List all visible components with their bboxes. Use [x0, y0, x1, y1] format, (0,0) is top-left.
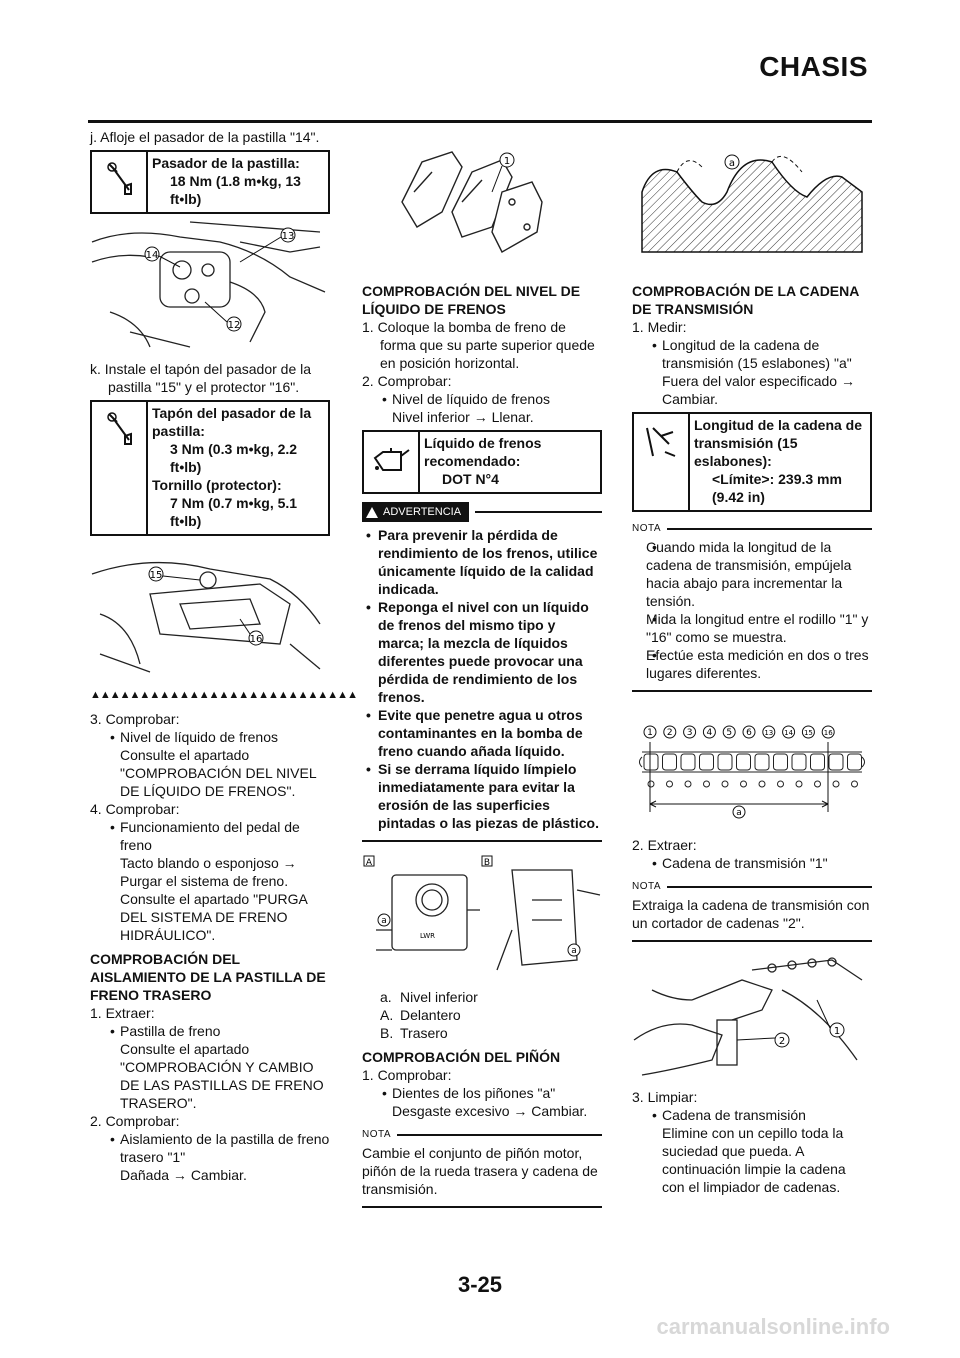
chain-link — [644, 754, 658, 770]
legend-item — [380, 1006, 602, 1024]
chain-roller-number: 14 — [784, 729, 794, 737]
warning-item: • Reponga el nivel con un líquido de frenos del mismo tipo y marca; la mezcla de líquidos diferentes puede provocar una pérdida de rendimiento de los frenos. — [362, 598, 602, 706]
warning-item: • Para prevenir la pérdida de rendimiento de los frenos, utilice únicamente líquido de la calidad indicada. — [362, 526, 602, 598]
chain-roller-number: 5 — [726, 728, 733, 738]
page-number: 3-25 — [457, 1272, 503, 1297]
clean-step-3-bullet: • Cadena de transmisión — [632, 1106, 872, 1124]
check-2: 2. Comprobar: — [90, 1113, 180, 1129]
clean-step-3: 3. Limpiar: — [632, 1089, 698, 1105]
warning-item: • Si se derrama líquido límpielo inmediatamente para evitar la erosión de las superficies pintadas o las piezas de plástico. — [362, 760, 602, 832]
clean-step-3-text: Elimine con un cepillo toda la suciedad que pueda. A continuación limpie la cadena con el limpiador de cadenas. — [662, 1125, 846, 1195]
step-4-text-1: Tacto blando o esponjoso → Purgar el sistema de freno. — [120, 855, 297, 889]
note-header: NOTA — [632, 878, 872, 896]
label-A: A — [365, 858, 373, 868]
chain-roller-number: 13 — [764, 729, 774, 737]
figure-brake-pads — [362, 132, 602, 276]
legend-value: Delantero — [400, 1007, 461, 1023]
note-header: NOTA — [362, 1126, 602, 1144]
chain-pin — [667, 781, 673, 787]
chain-pin — [833, 781, 839, 787]
header-rule — [88, 120, 872, 123]
step-3-bullet: • Nivel de líquido de frenos — [90, 728, 330, 746]
extract-1-text: Consulte el apartado "COMPROBACIÓN Y CAMBIO DE LAS PASTILLAS DE FRENO TRASERO". — [120, 1041, 324, 1111]
heading-fluid-level: COMPROBACIÓN DEL NIVEL DE LÍQUIDO DE FRENOS — [362, 283, 581, 317]
column-1 — [90, 128, 357, 1184]
callout-2: 2 — [778, 1036, 786, 1047]
spec-value: 7 Nm (0.7 m•kg, 5.1 ft•lb) — [170, 495, 298, 529]
measure-step-1-bullet: • Longitud de la cadena de transmisión (15 eslabones) "a" — [632, 336, 872, 372]
chain-pin — [704, 781, 710, 787]
page-title: CHASIS — [759, 51, 868, 82]
warning-end-marker: ▲▲▲▲▲▲▲▲▲▲▲▲▲▲▲▲▲▲▲▲▲▲▲▲▲▲▲ — [90, 689, 357, 701]
spec-box-plug-protector — [90, 400, 330, 536]
label-B: B — [483, 858, 491, 868]
chain-roller-number: 3 — [686, 728, 693, 738]
warning-item: • Evite que penetre agua u otros contaminantes en la bomba de freno cuando añada líquido. — [362, 706, 602, 760]
chain-link — [755, 754, 769, 770]
check-2-bullet: • Aislamiento de la pastilla de freno trasero "1" — [90, 1130, 330, 1166]
warning-triangle-icon — [366, 507, 378, 518]
callout-1: 1 — [503, 156, 511, 167]
note-text: Extraiga la cadena de transmisión con un cortador de cadenas "2". — [632, 897, 870, 931]
note-item: • Efectúe esta medición en dos o tres lugares diferentes. — [632, 646, 872, 682]
legend-value: Nivel inferior — [400, 989, 478, 1005]
chain-pin — [648, 781, 654, 787]
chain-roller-number: 2 — [666, 728, 673, 738]
note-header: NOTA — [632, 520, 872, 538]
chain-link — [848, 754, 862, 770]
step-3-text: Consulte el apartado "COMPROBACIÓN DEL NIVEL DE LÍQUIDO DE FRENOS". — [120, 747, 317, 799]
note-text: Cambie el conjunto de piñón motor, piñón de la rueda trasera y cadena de transmisión. — [362, 1145, 598, 1197]
chain-roller-number: 16 — [823, 729, 833, 737]
measure-step-1: 1. Medir: — [632, 319, 687, 335]
callout-13: 13 — [281, 231, 295, 242]
torque-wrench-icon — [92, 152, 148, 212]
spec-label: Líquido de frenos recomendado: — [424, 435, 542, 469]
chain-roller-number: 15 — [803, 729, 813, 737]
warning-header — [362, 502, 602, 522]
spec-box-chain-length — [632, 412, 872, 512]
sprocket-step-1: 1. Comprobar: — [362, 1067, 452, 1083]
callout-a-front: a — [381, 916, 387, 926]
heading-insulation: COMPROBACIÓN DEL AISLAMIENTO DE LA PASTILLA DE FRENO TRASERO — [90, 951, 326, 1003]
heading-sprocket: COMPROBACIÓN DEL PIÑÓN — [362, 1049, 561, 1065]
legend-item — [380, 988, 602, 1006]
legend-item — [380, 1024, 602, 1042]
warning-label: ADVERTENCIA — [383, 506, 462, 518]
extract-step-2: 2. Extraer: — [632, 837, 697, 853]
chain-link — [718, 754, 732, 770]
chain-link — [829, 754, 843, 770]
column-2 — [362, 128, 602, 1216]
chain-roller-number: 1 — [647, 728, 653, 738]
column-3 — [632, 128, 872, 1196]
note-item: • Mida la longitud entre el rodillo "1" y "16" como se muestra. — [632, 610, 872, 646]
callout-14: 14 — [145, 250, 159, 261]
sprocket-step-1-bullet: • Dientes de los piñones "a" — [362, 1084, 602, 1102]
callout-a: a — [736, 808, 742, 818]
chain-roller-number: 4 — [706, 728, 713, 738]
heading-chain: COMPROBACIÓN DE LA CADENA DE TRANSMISIÓN — [632, 283, 859, 317]
chain-roller-number: 6 — [746, 728, 752, 738]
chain-pin — [815, 781, 821, 787]
spec-value: 18 Nm (1.8 m•kg, 13 ft•lb) — [170, 173, 301, 207]
watermark: carmanualsonline.info — [656, 1314, 890, 1339]
note-end-rule — [632, 940, 872, 942]
spec-value: DOT N°4 — [442, 471, 499, 487]
figure-caliper-pin — [90, 222, 330, 356]
step-4-bullet: • Funcionamiento del pedal de freno — [90, 818, 330, 854]
spec-label: Tapón del pasador de la pastilla: — [152, 405, 312, 439]
note-end-rule — [632, 690, 872, 692]
level-step-2-text: Nivel inferior → Llenar. — [392, 409, 534, 425]
legend-value: Trasero — [400, 1025, 448, 1041]
legend-key: A. — [380, 1007, 394, 1023]
warning-badge — [362, 502, 469, 522]
chain-pin — [759, 781, 765, 787]
figure-sprocket-wear — [632, 132, 872, 276]
step-3: 3. Comprobar: — [90, 711, 180, 727]
measure-step-1-text: Fuera del valor especificado → Cambiar. — [662, 373, 855, 407]
step-4-text-2: Consulte el apartado "PURGA DEL SISTEMA DE FRENO HIDRÁULICO". — [120, 891, 308, 943]
level-step-1: 1. Coloque la bomba de freno de forma que su parte superior quede en posición horizontal. — [362, 319, 595, 371]
extract-step-2-bullet: • Cadena de transmisión "1" — [632, 854, 872, 872]
extract-1: 1. Extraer: — [90, 1005, 155, 1021]
spec-box-brake-fluid — [362, 430, 602, 494]
callout-16: 16 — [249, 634, 263, 645]
figure-legend — [362, 988, 602, 1042]
figure-reservoirs — [362, 850, 602, 984]
chain-link — [700, 754, 714, 770]
spec-label: Tornillo (protector): — [152, 477, 282, 493]
chain-pin — [722, 781, 728, 787]
chain-link — [737, 754, 751, 770]
step-j: j. Afloje el pasador de la pastilla "14". — [90, 129, 320, 145]
callout-a: a — [728, 158, 736, 169]
oil-can-icon — [364, 432, 420, 492]
chain-pin — [741, 781, 747, 787]
check-2-text: Dañada → Cambiar. — [120, 1167, 247, 1183]
chain-pin — [685, 781, 691, 787]
lwr-mark: LWR — [420, 932, 436, 940]
spec-value: <Límite>: 239.3 mm (9.42 in) — [712, 471, 842, 505]
chain-pin — [778, 781, 784, 787]
callout-1: 1 — [833, 1026, 841, 1037]
spec-label: Pasador de la pastilla: — [152, 155, 300, 171]
spec-box-pad-pin — [90, 150, 330, 214]
spec-label: Longitud de la cadena de transmisión (15 eslabones): — [694, 417, 863, 469]
note-end-rule — [362, 1206, 602, 1208]
legend-key: a. — [380, 989, 392, 1005]
figure-chain-cutter — [632, 950, 872, 1084]
legend-key: B. — [380, 1025, 394, 1041]
spec-value: 3 Nm (0.3 m•kg, 2.2 ft•lb) — [170, 441, 298, 475]
level-step-2: 2. Comprobar: — [362, 373, 452, 389]
chain-pin — [852, 781, 858, 787]
chain-pin — [796, 781, 802, 787]
figure-chain-length — [632, 722, 872, 826]
chain-link — [774, 754, 788, 770]
warning-end-rule — [362, 840, 602, 842]
caliper-icon — [634, 414, 690, 510]
chain-link — [663, 754, 677, 770]
callout-a-rear: a — [571, 946, 577, 956]
callout-15: 15 — [149, 570, 163, 581]
chain-link — [811, 754, 825, 770]
step-k: k. Instale el tapón del pasador de la pastilla "15" y el protector "16". — [90, 361, 312, 395]
chain-link — [792, 754, 806, 770]
step-4: 4. Comprobar: — [90, 801, 180, 817]
extract-1-bullet: • Pastilla de freno — [90, 1022, 330, 1040]
note-item: • Cuando mida la longitud de la cadena de transmisión, empújela hacia abajo para incrementar la tensión. — [632, 538, 872, 610]
warning-list — [362, 526, 602, 832]
callout-12: 12 — [227, 320, 241, 331]
chain-link — [681, 754, 695, 770]
torque-wrench-icon — [92, 402, 148, 534]
level-step-2-bullet: • Nivel de líquido de frenos — [362, 390, 602, 408]
sprocket-step-1-text: Desgaste excesivo → Cambiar. — [392, 1103, 588, 1119]
figure-protector — [90, 544, 330, 678]
